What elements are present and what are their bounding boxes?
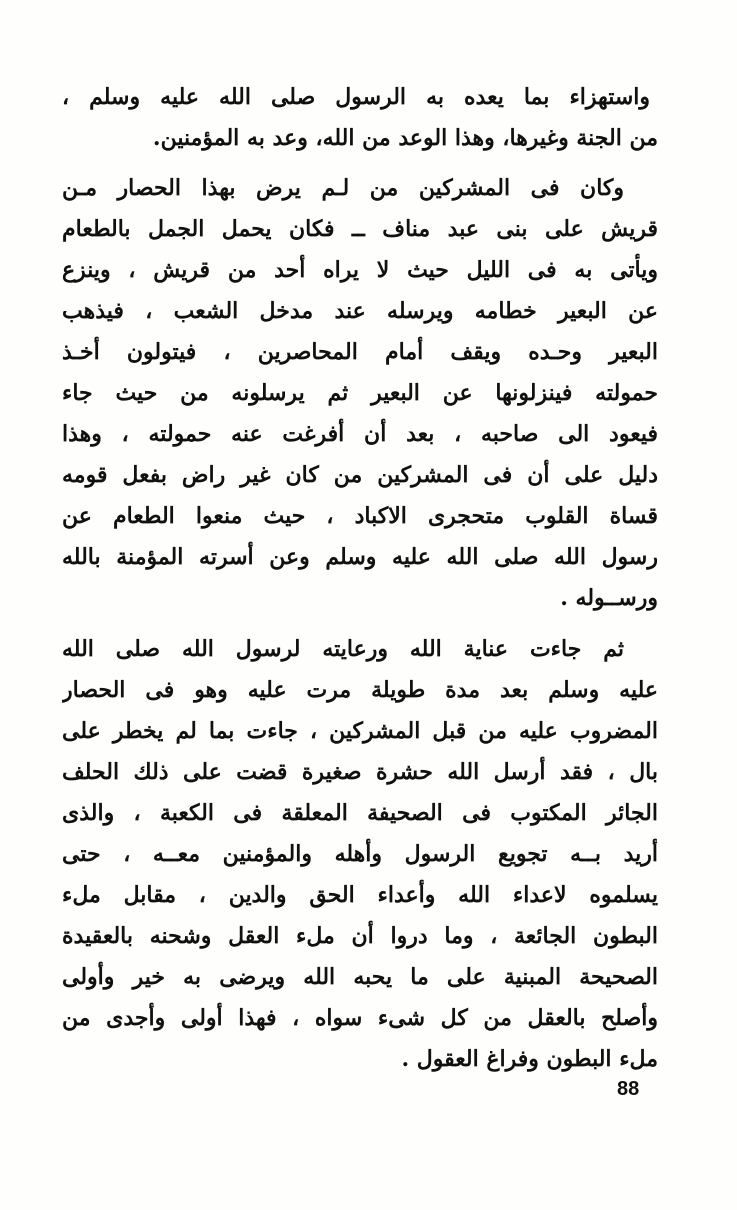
text-line: بال ، فقد أرسل الله حشرة صغيرة قضت على ذلك الحلف [62, 759, 658, 785]
text-line: من الجنة وغيرها، وهذا الوعد من الله، وعد به المؤمنين. [152, 125, 658, 151]
text-line: ثم جاءت عناية الله ورعايته لرسول الله صلى الله [62, 636, 624, 662]
text-line: البعير وحـده ويقف أمام المحاصرين ، فيتولون أخـذ [62, 339, 658, 365]
text-line: عن البعير خطامه ويرسله عند مدخل الشعب ، فيذهب [62, 298, 658, 324]
text-line: ويأتى به فى الليل حيث لا يراه أحد من قريش ، وينزع [62, 257, 658, 283]
text-line: واستهزاء بما يعده به الرسول صلى الله عليه وسلم ، [62, 84, 650, 110]
text-line: وأصلح بالعقل من كل شىء سواه ، فهذا أولى وأجدى من [62, 1005, 658, 1031]
page-number: 88 [617, 1078, 640, 1100]
text-line: دليل على أن فى المشركين من كان غير راض بفعل قومه [62, 462, 658, 488]
text-line: ورســوله . [560, 585, 658, 611]
text-line: حمولته فينزلونها عن البعير ثم يرسلونه من حيث جاء [62, 380, 658, 406]
paragraph-1 [62, 77, 658, 159]
text-line: يسلموه لاعداء الله وأعداء الحق والدين ، مقابل ملء [62, 882, 658, 908]
text-line: البطون الجائعة ، وما دروا أن ملء العقل وشحنه بالعقيدة [62, 923, 658, 949]
paragraph-2 [62, 168, 658, 619]
text-line: ملء البطون وفراغ العقول . [401, 1046, 658, 1072]
text-line: الصحيحة المبنية على ما يحبه الله ويرضى به خير وأولى [62, 964, 658, 990]
text-line: رسول الله صلى الله عليه وسلم وعن أسرته المؤمنة بالله [62, 544, 658, 570]
text-line: المضروب عليه من قبل المشركين ، جاءت بما لم يخطر على [62, 718, 658, 744]
text-line: عليه وسلم بعد مدة طويلة مرت عليه وهو فى الحصار [62, 677, 658, 703]
text-line: قساة القلوب متحجرى الاكباد ، حيث منعوا الطعام عن [62, 503, 658, 529]
text-line: الجائر المكتوب فى الصحيفة المعلقة فى الكعبة ، والذى [62, 800, 658, 826]
text-line: فيعود الى صاحبه ، بعد أن أفرغت عنه حمولته ، وهذا [62, 421, 658, 447]
text-line: أريد بــه تجويع الرسول وأهله والمؤمنين معــه ، حتى [62, 841, 658, 867]
paragraph-3 [62, 629, 658, 1080]
text-line: وكان فى المشركين من لـم يرض بهذا الحصار مـن [62, 175, 624, 201]
text-line: قريش على بنى عبد مناف ــ فكان يحمل الجمل بالطعام [62, 216, 658, 242]
